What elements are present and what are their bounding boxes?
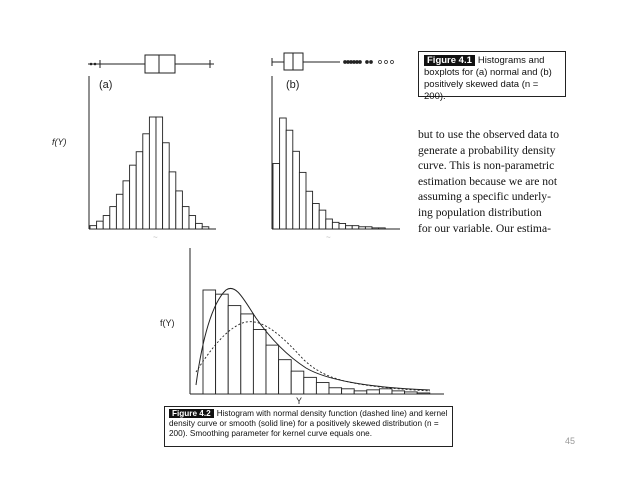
figure-4-1-caption-text: Histograms and boxplots for (a) normal and (b) positively skewed data (n = 200). <box>424 55 552 102</box>
body-text-line: assuming a specific underly- <box>418 190 551 204</box>
page-number: 45 <box>565 436 576 446</box>
boxplot-a-box <box>145 55 175 73</box>
body-text-line: estimation because we are not <box>418 174 558 188</box>
axis-a-x-tick: ~ <box>153 233 158 242</box>
body-text <box>418 127 568 236</box>
figure-4-1-panel-a <box>52 55 216 242</box>
figure-4-2-tag: Figure 4.2 <box>169 409 214 418</box>
histogram-a-bar <box>149 117 156 229</box>
fig42-histogram-bar <box>279 360 292 394</box>
body-text-line: but to use the observed data to <box>418 128 560 141</box>
histogram-b-bar <box>306 191 313 229</box>
figure-4-1-caption <box>418 51 566 102</box>
boxplot-b-outlier <box>353 61 356 64</box>
histogram-b-bar <box>332 222 339 229</box>
histogram-b-bar <box>299 172 306 229</box>
histogram-a-bar <box>116 194 123 229</box>
boxplot-a-outlier <box>90 63 93 66</box>
histogram-b-bar <box>359 227 366 229</box>
histogram-a-bar <box>189 216 196 229</box>
histogram-a-bar <box>169 172 176 229</box>
boxplot-a-outlier <box>94 63 97 66</box>
histogram-a-bar <box>176 191 183 229</box>
histogram-b-bar <box>326 219 333 229</box>
histogram-b-bar <box>286 130 293 229</box>
boxplot-b-outlier <box>344 61 347 64</box>
histogram-a-bar <box>202 227 209 229</box>
histogram-b-bar <box>352 226 359 229</box>
figure-4-2 <box>160 248 444 406</box>
histogram-a-bar <box>196 223 203 229</box>
body-text-line: ing population distribution <box>418 205 542 219</box>
fig42-histogram-bar <box>329 388 342 394</box>
histogram-a-bar <box>97 221 104 229</box>
figure-4-1-y-label: f(Y) <box>52 137 67 147</box>
histogram-b-bar <box>372 228 379 229</box>
fig42-histogram-bar <box>291 371 304 394</box>
histogram-b-bar <box>273 164 280 229</box>
histogram-a-bar <box>110 207 117 229</box>
histogram-b-bar <box>293 151 300 229</box>
histogram-a-bar <box>90 226 97 229</box>
fig42-histogram-bar <box>392 391 405 394</box>
fig42-histogram-bars <box>203 290 430 394</box>
fig42-histogram-bar <box>216 294 229 394</box>
histogram-a-bar <box>123 181 130 229</box>
body-text-line: for our variable. Our estima- <box>418 221 551 235</box>
fig42-histogram-bar <box>203 290 216 394</box>
boxplot-b-outlier <box>359 61 362 64</box>
histogram-b-bar <box>280 118 287 229</box>
histogram-b-bar <box>346 226 353 229</box>
fig42-histogram-bar <box>342 389 355 394</box>
boxplot-b-outliers <box>344 61 394 64</box>
boxplot-b-outlier <box>350 61 353 64</box>
histogram-a-bar <box>130 165 137 229</box>
figure-4-1-tag: Figure 4.1 <box>424 55 475 66</box>
figure-4-2-caption <box>164 406 453 447</box>
fig42-y-label: f(Y) <box>160 318 175 328</box>
boxplot-b-outlier <box>385 61 388 64</box>
fig42-histogram-bar <box>379 389 392 394</box>
histogram-b-bar <box>313 203 320 229</box>
fig42-histogram-bar <box>228 306 241 394</box>
fig42-histogram-bar <box>304 377 317 394</box>
histogram-b-bar <box>365 227 372 229</box>
boxplot-b-outlier <box>356 61 359 64</box>
histogram-b-bar <box>379 228 386 229</box>
fig42-histogram-bar <box>266 345 279 394</box>
body-text-line: curve. This is non-parametric <box>418 159 555 173</box>
fig42-histogram-bar <box>417 393 430 394</box>
histogram-a-bar <box>156 117 163 229</box>
histogram-a-bars <box>90 117 209 229</box>
fig42-histogram-bar <box>354 391 367 394</box>
histogram-b-bars <box>273 118 385 229</box>
histogram-b-bar <box>339 223 346 229</box>
panel-b-label: (b) <box>286 79 300 91</box>
boxplot-b-outlier <box>391 61 394 64</box>
histogram-a-bar <box>182 207 189 229</box>
figure-4-2-caption-text: Histogram with normal density function (dashed line) and kernel density curve or smooth (solid line) for a positively skewed distribution (n = 200). Smoothing parameter for kernel curve equals one. <box>169 409 448 438</box>
fig42-histogram-bar <box>405 392 418 394</box>
histogram-a-bar <box>103 216 110 229</box>
histogram-a-bar <box>136 152 143 229</box>
axis-b-x-tick: ~ <box>326 233 331 242</box>
boxplot-b-outlier <box>370 61 373 64</box>
histogram-a-bar <box>143 134 150 229</box>
boxplot-b-outlier <box>366 61 369 64</box>
boxplot-b-outlier <box>347 61 350 64</box>
fig42-histogram-bar <box>316 383 329 394</box>
figure-4-1-panel-b <box>272 53 400 242</box>
fig42-histogram-bar <box>253 330 266 394</box>
histogram-a-bar <box>163 143 170 229</box>
boxplot-b-outlier <box>379 61 382 64</box>
fig42-histogram-bar <box>241 314 254 394</box>
fig42-x-label: Y <box>296 396 303 406</box>
fig42-histogram-bar <box>367 390 380 394</box>
body-text-line: generate a probability density <box>418 143 556 157</box>
histogram-b-bar <box>319 210 326 229</box>
panel-a-label: (a) <box>99 79 113 91</box>
